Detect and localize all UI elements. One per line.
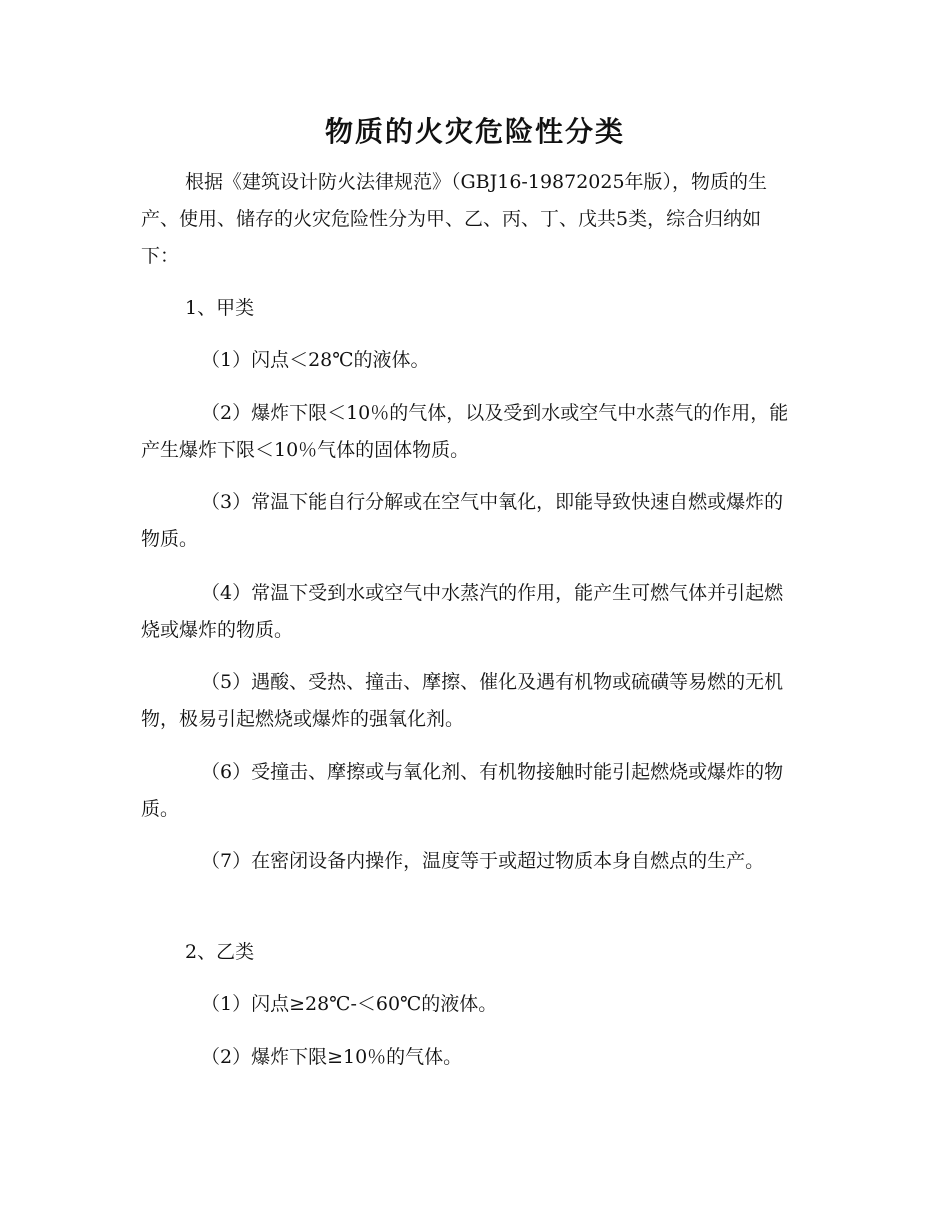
class-a-item-3: （3）常温下能自行分解或在空气中氧化，即能导致快速自燃或爆炸的物质。 xyxy=(141,491,784,550)
intro-paragraph: 根据《建筑设计防火法律规范》（GBJ16-19872025年版），物质的生产、使用、储存的火灾危险性分为甲、乙、丙、丁、戊共5类，综合归纳如下： xyxy=(141,171,768,267)
section-heading-class-a: 1、甲类 xyxy=(185,297,255,319)
class-a-item-6: （6）受撞击、摩擦或与氧化剂、有机物接触时能引起燃烧或爆炸的物质。 xyxy=(141,761,784,820)
class-b-item-2: （2）爆炸下限≥10％的气体。 xyxy=(201,1046,463,1068)
class-a-item-1: （1）闪点＜28℃的液体。 xyxy=(201,349,430,371)
class-a-item-2: （2）爆炸下限＜10％的气体，以及受到水或空气中水蒸气的作用，能产生爆炸下限＜10％气体的固体物质。 xyxy=(141,402,789,461)
class-a-item-4: （4）常温下受到水或空气中水蒸汽的作用，能产生可燃气体并引起燃烧或爆炸的物质。 xyxy=(141,582,784,641)
class-a-item-5: （5）遇酸、受热、撞击、摩擦、催化及遇有机物或硫磺等易燃的无机物，极易引起燃烧或爆炸的强氧化剂。 xyxy=(141,671,784,730)
class-b-item-1: （1）闪点≥28℃-＜60℃的液体。 xyxy=(201,993,498,1015)
section-heading-class-b: 2、乙类 xyxy=(185,941,255,963)
document-title: 物质的火灾危险性分类 xyxy=(324,115,625,148)
class-a-item-7: （7）在密闭设备内操作，温度等于或超过物质本身自燃点的生产。 xyxy=(201,850,765,872)
